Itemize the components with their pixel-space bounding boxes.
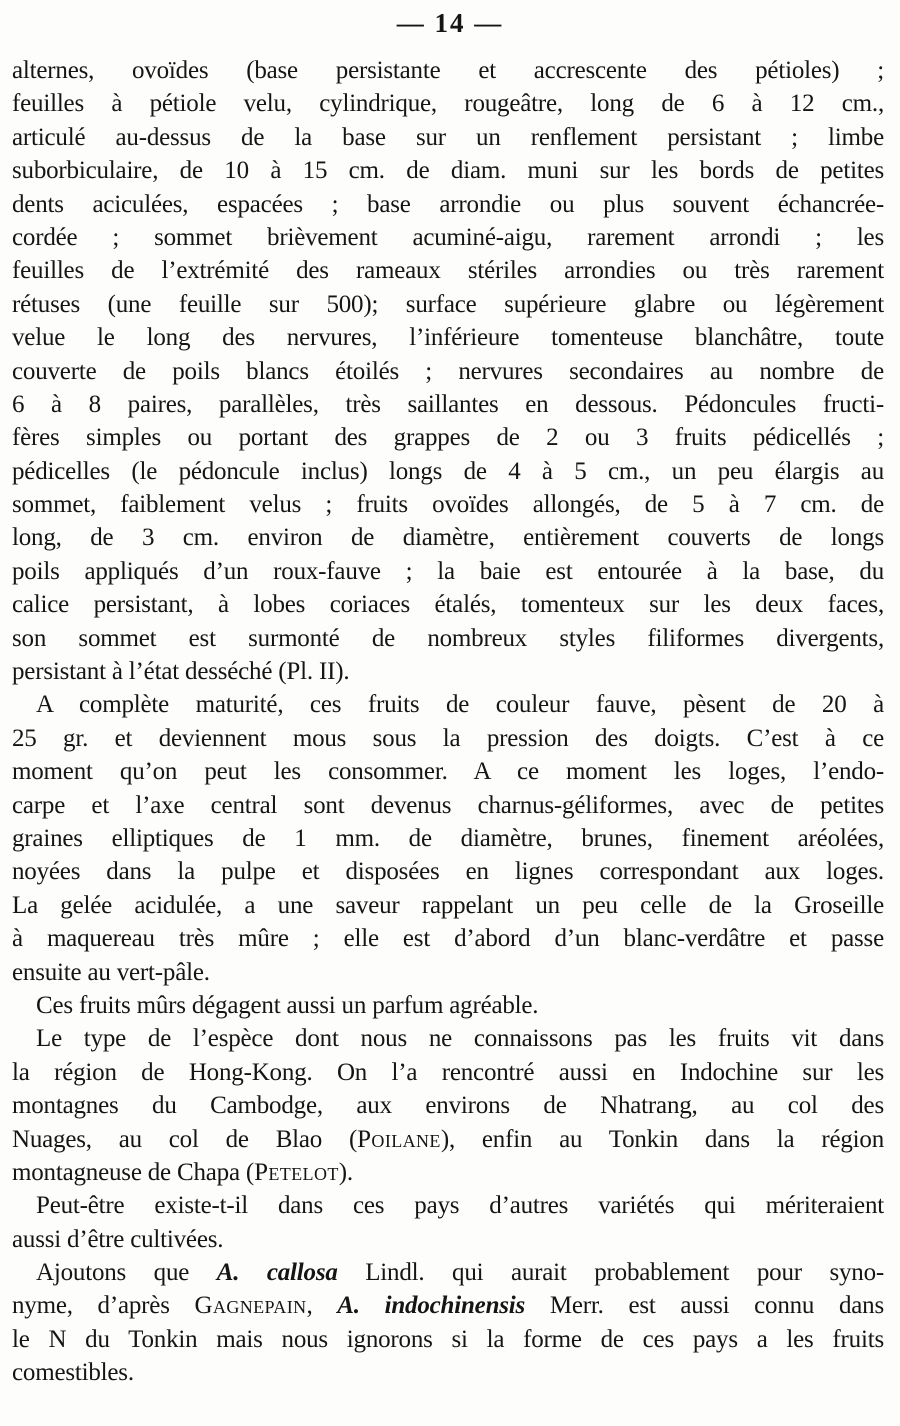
text-line	[12, 154, 884, 187]
text-line	[12, 188, 884, 221]
text-line	[12, 1356, 884, 1389]
text-segment: Merr. est aussi connu dans	[525, 1292, 884, 1320]
text-line	[12, 87, 884, 120]
text-segment: noyées dans la pulpe et disposées en lignes correspondant aux loges.	[12, 858, 884, 886]
text-line	[12, 1022, 884, 1055]
text-segment: feuilles de l’extrémité des rameaux stériles arrondies ou très rarement	[12, 257, 884, 285]
text-line	[12, 54, 884, 87]
text-segment: couverte de poils blancs étoilés ; nervures secondaires au nombre de	[12, 357, 884, 385]
text-segment: montagneuse de Chapa (	[12, 1158, 255, 1186]
text-line	[12, 321, 884, 354]
text-segment: ,	[306, 1292, 338, 1320]
paragraph	[12, 54, 884, 688]
collector-name: Petelot	[254, 1158, 339, 1186]
paragraph	[12, 1189, 884, 1256]
text-segment: Lindl. qui aurait probablement pour syno-	[337, 1259, 884, 1287]
text-segment: nyme, d’après	[12, 1292, 195, 1320]
text-segment: feuilles à pétiole velu, cylindrique, rougeâtre, long de 6 à 12 cm.,	[12, 90, 884, 118]
text-segment: carpe et l’axe central sont devenus charnus-géliformes, avec de petites	[12, 791, 884, 819]
text-line	[12, 622, 884, 655]
text-segment: calice persistant, à lobes coriaces étalés, tomenteux sur les deux faces,	[12, 591, 884, 619]
text-line	[12, 889, 884, 922]
text-line	[12, 388, 884, 421]
text-line	[12, 755, 884, 788]
text-segment: aussi d’être cultivées.	[12, 1225, 224, 1253]
text-segment: suborbiculaire, de 10 à 15 cm. de diam. muni sur les bords de petites	[12, 157, 884, 185]
text-line	[12, 1289, 884, 1322]
text-segment: ), enfin au Tonkin dans la région	[440, 1125, 884, 1153]
text-segment: alternes, ovoïdes (base persistante et accrescente des pétioles) ;	[12, 57, 884, 84]
text-line	[12, 221, 884, 254]
collector-name: Poilane	[357, 1125, 441, 1153]
text-segment: Peut-être existe-t-il dans ces pays d’autres variétés qui mériteraient	[36, 1192, 884, 1220]
text-segment: sommet, faiblement velus ; fruits ovoïdes allongés, de 5 à 7 cm. de	[12, 491, 884, 519]
paragraph	[12, 1022, 884, 1189]
text-line	[12, 789, 884, 822]
text-line	[12, 855, 884, 888]
page-text	[12, 54, 884, 1390]
text-segment: pédicelles (le pédoncule inclus) longs de 4 à 5 cm., un peu élargis au	[12, 457, 884, 485]
text-line	[12, 254, 884, 287]
text-segment: long, de 3 cm. environ de diamètre, entièrement couverts de longs	[12, 524, 884, 552]
text-line	[12, 922, 884, 955]
text-segment: Ajoutons que	[36, 1259, 217, 1287]
text-line	[12, 455, 884, 488]
species-name: A. callosa	[216, 1259, 338, 1287]
text-segment: poils appliqués d’un roux-fauve ; la baie est entourée à la base, du	[12, 557, 884, 585]
text-segment: comestibles.	[12, 1359, 134, 1387]
text-segment: son sommet est surmonté de nombreux styles filiformes divergents,	[12, 624, 884, 652]
text-segment: 25 gr. et deviennent mous sous la pression des doigts. C’est à ce	[12, 724, 884, 752]
text-line	[12, 1223, 884, 1256]
text-segment: ensuite au vert-pâle.	[12, 958, 210, 986]
paragraph	[12, 688, 884, 989]
page-number-header: — 14 —	[396, 8, 504, 38]
text-line	[12, 588, 884, 621]
text-segment: cordée ; sommet brièvement acuminé-aigu, rarement arrondi ; les	[12, 223, 884, 251]
text-line	[12, 121, 884, 154]
text-segment: La gelée acidulée, a une saveur rappelant un peu celle de la Groseille	[12, 891, 884, 919]
text-segment: persistant à l’état desséché (Pl. II).	[12, 658, 350, 686]
text-line	[12, 288, 884, 321]
text-segment: Nuages, au col de Blao (	[12, 1125, 358, 1153]
text-segment: le N du Tonkin mais nous ignorons si la forme de ces pays a les fruits	[12, 1325, 884, 1353]
text-segment: velue le long des nervures, l’inférieure tomenteuse blanchâtre, toute	[12, 324, 884, 352]
text-line	[12, 688, 884, 721]
text-line	[12, 1189, 884, 1222]
text-line	[12, 822, 884, 855]
text-line	[12, 1123, 884, 1156]
paragraph	[12, 1256, 884, 1390]
text-segment: fères simples ou portant des grappes de 2 ou 3 fruits pédicellés ;	[12, 424, 884, 452]
text-segment: à maquereau très mûre ; elle est d’abord d’un blanc-verdâtre et passe	[12, 925, 884, 953]
text-line	[12, 488, 884, 521]
text-segment: rétuses (une feuille sur 500); surface supérieure glabre ou légèrement	[12, 290, 884, 318]
text-segment: dents aciculées, espacées ; base arrondie ou plus souvent échancrée-	[12, 190, 884, 218]
species-name: A. indochinensis	[337, 1292, 526, 1320]
text-segment: moment qu’on peut les consommer. A ce moment les loges, l’endo-	[12, 758, 884, 786]
text-line	[12, 421, 884, 454]
text-line	[12, 1156, 884, 1189]
text-line	[12, 1256, 884, 1289]
text-line	[12, 722, 884, 755]
text-line	[12, 1089, 884, 1122]
text-segment: ).	[338, 1158, 353, 1186]
text-line	[12, 521, 884, 554]
text-line	[12, 1323, 884, 1356]
text-segment: graines elliptiques de 1 mm. de diamètre, brunes, finement aréolées,	[12, 824, 884, 852]
text-segment: montagnes du Cambodge, aux environs de Nhatrang, au col des	[12, 1092, 884, 1120]
text-segment: Le type de l’espèce dont nous ne connaissons pas les fruits vit dans	[36, 1025, 884, 1053]
collector-name: Gagnepain	[194, 1292, 307, 1320]
text-line	[12, 1056, 884, 1089]
text-segment: la région de Hong-Kong. On l’a rencontré aussi en Indochine sur les	[12, 1058, 884, 1086]
text-line	[12, 989, 884, 1022]
text-line	[12, 655, 884, 688]
text-segment: A complète maturité, ces fruits de couleur fauve, pèsent de 20 à	[36, 691, 884, 719]
paragraph	[12, 989, 884, 1022]
text-line	[12, 555, 884, 588]
text-line	[12, 355, 884, 388]
text-segment: Ces fruits mûrs dégagent aussi un parfum agréable.	[36, 991, 539, 1019]
text-segment: articulé au-dessus de la base sur un renflement persistant ; limbe	[12, 123, 884, 151]
text-line	[12, 956, 884, 989]
text-segment: 6 à 8 paires, parallèles, très saillantes en dessous. Pédoncules fructi-	[12, 390, 884, 418]
